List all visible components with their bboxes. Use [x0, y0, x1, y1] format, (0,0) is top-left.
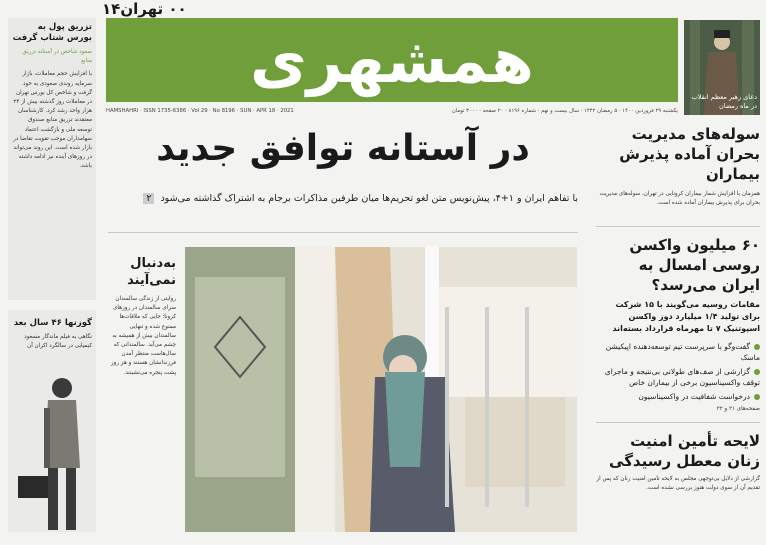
bullet-dot-icon [754, 369, 760, 375]
main-headline[interactable]: در آستانه توافق جدید [156, 128, 530, 169]
right-story-3-body: گزارشی از دلایل بی‌توجهی مجلس به لایحه تأمین امنیت زنان که پس از تقدیم آن از سوی دولت هنوز بررسی نشده است. [596, 476, 760, 492]
actor-illustration [14, 372, 90, 532]
right-story-2[interactable] [596, 235, 760, 414]
left-bottom-body: نگاهی به فیلم ماندگار مسعود کیمیایی در سالگرد اکران آن [24, 334, 92, 350]
issue-meta-bar [106, 104, 678, 118]
page-ref-badge: ۲ [143, 193, 154, 204]
right-story-1-title: سوله‌های مدیریت بحران آماده پذیرش بیماران [619, 125, 760, 183]
right-bullet-item[interactable]: گفت‌وگو با سرپرست تیم توسعه‌دهنده اپیکیشن ماسک [605, 342, 760, 362]
right-bullet-item[interactable]: گزارشی از صف‌های طولانی بی‌نتیجه و ماجرای توقف واکسیناسیون برخی از بیماران خاص [604, 367, 760, 387]
left-top-sub: صعود شاخص در آستانه تزریق منابع [22, 49, 92, 65]
issue-meta-persian: یکشنبه ۲۹ فروردین ۱۴۰۰ · ۵ رمضان ۱۴۴۲ · سال بیست و نهم · شماره ۸۱۹۶ · ۲۰ صفحه · ۳۰۰۰ تومان [451, 108, 678, 114]
corner-photo [684, 20, 760, 115]
mid-body: روایتی از زندگی سالمندان سرای سالمندان در روزهای کرونا؛ جایی که ملاقات‌ها ممنوع شده و تنهایی سالمندان بیش از همیشه به چشم می‌آید. سالمندانی که سال‌هاست منتظر آمدن فرزندانشان هستند و هر روز پشت پنجره می‌نشینند. [110, 296, 176, 376]
right-bullets [596, 341, 760, 414]
mid-title: به‌دنبال نمی‌آیند [127, 256, 176, 288]
corner-caption: دعای رهبر معظم انقلاب در ماه رمضان [691, 93, 757, 110]
right-story-3[interactable] [596, 431, 760, 503]
right-divider-1 [596, 226, 760, 227]
masthead-year: ١۴٠٠ تهران [102, 0, 187, 18]
headline-divider [108, 232, 578, 233]
left-top-title: تزریق پول به بورس شتاب گرفت [12, 22, 92, 43]
right-story-1-body: همزمان با افزایش شمار بیماران کرونایی در تهران، سوله‌های مدیریت بحران برای پذیرش بیماران آماده شده است. [599, 191, 760, 207]
main-lead-text: با تفاهم ایران و ۱+۴، پیش‌نویس متن لغو تحریم‌ها میان طرفین مذاکرات برجام به اشتراک گذاشته می‌شود [160, 193, 578, 204]
right-story-3-title: لایحه تأمین امنیت زنان معطل رسیدگی [609, 432, 760, 471]
right-bullets-ref: صفحه‌های ۲۱ و ۲۲ [716, 406, 760, 412]
issue-meta-latin: HAMSHAHRI · ISSN 1735-6386 · Vol 29 · No 8196 · SUN · APR 18 · 2021 [106, 108, 294, 114]
right-story-2-sub: مقامات روسیه می‌گویند با ۱۵ شرکت برای تولید ۱/۴ میلیارد دوز واکسن اسپوتنیک ۷ تا مهرماه قرارداد بسته‌اند [612, 300, 760, 333]
window-photo-image [185, 247, 577, 532]
left-bottom-story[interactable] [12, 318, 92, 373]
left-top-story[interactable] [12, 22, 92, 266]
right-column [596, 124, 760, 503]
mid-story[interactable] [108, 255, 176, 515]
right-story-2-title: ۶۰ میلیون واکسن روسی امسال به ایران می‌رسد؟ [629, 236, 760, 294]
left-bottom-title: گوزنها ۴۶ سال بعد [13, 318, 92, 328]
bullet-dot-icon [754, 394, 760, 400]
bullet-dot-icon [754, 344, 760, 350]
main-photo [185, 247, 577, 532]
left-top-body: با افزایش حجم معاملات، بازار سرمایه روندی صعودی به خود گرفت و شاخص کل بورس تهران در معاملات روز گذشته بیش از ۲۴ هزار واحد رشد کرد. کارشناسان معتقدند تزریق منابع صندوق توسعه ملی و بازگشت اعتماد سهامداران موجب تقویت تقاضا در بازار شده است. این روند می‌تواند در روزهای آینده نیز ادامه داشته باشد. [13, 71, 92, 170]
right-divider-2 [596, 422, 760, 423]
main-lead [108, 193, 578, 204]
right-bullet-item[interactable]: درخواست شفافیت در واکسیناسیون [596, 391, 760, 402]
right-story-1[interactable] [596, 124, 760, 218]
masthead-title: همشهری [250, 23, 534, 97]
